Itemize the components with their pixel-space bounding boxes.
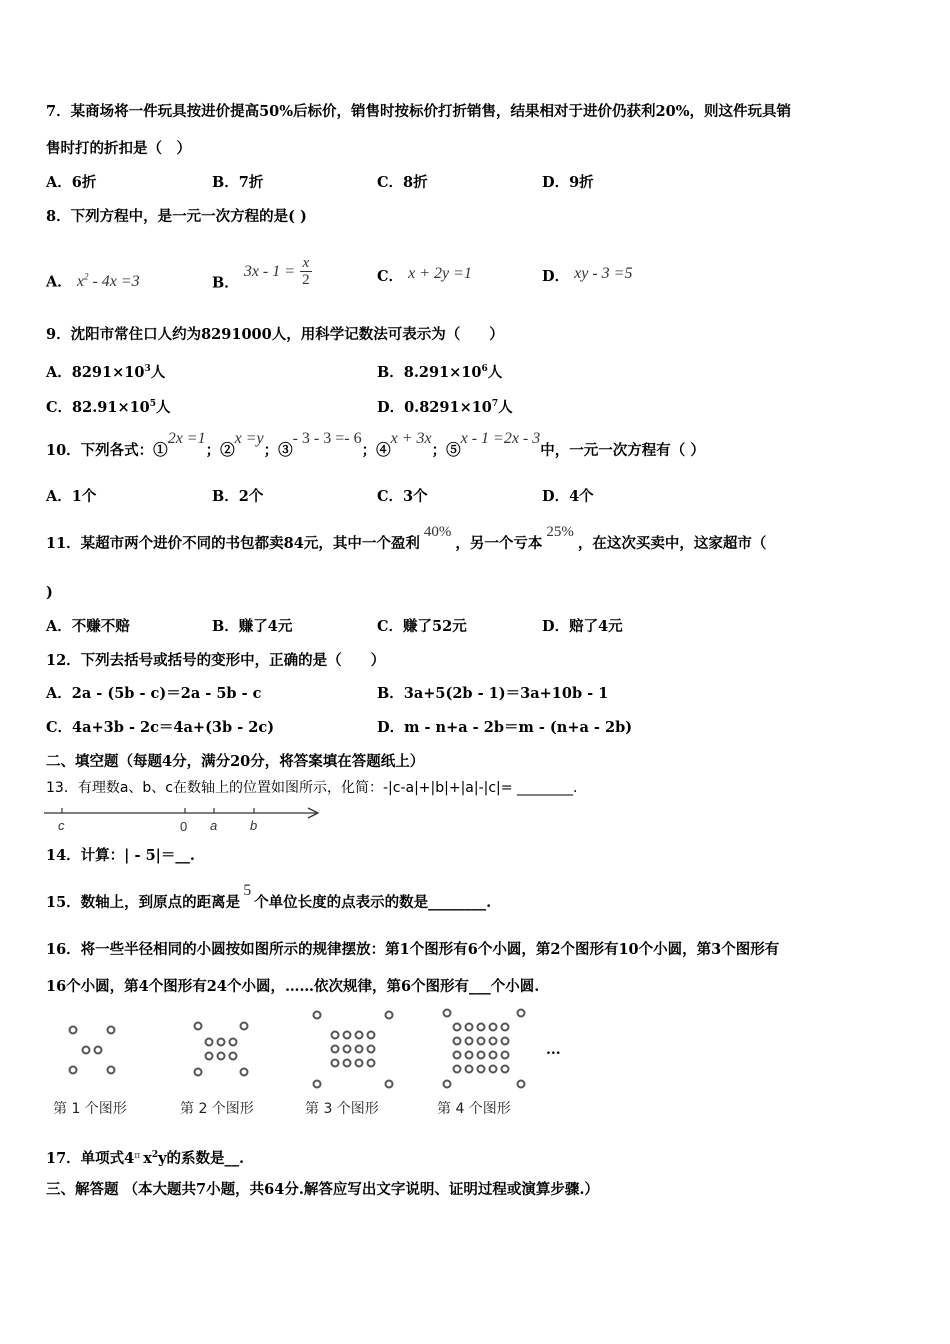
q9-b-sup: 6 bbox=[481, 364, 488, 374]
q8-option-b-fraction bbox=[300, 255, 312, 288]
q8-a-sup: 2 bbox=[83, 272, 89, 282]
q10-sep-2: ；② bbox=[205, 442, 235, 459]
q15-post: 个单位长度的点表示的数是________. bbox=[254, 894, 492, 911]
q17-sup: 2 bbox=[151, 1150, 159, 1160]
q7-text-line1: 7．某商场将一件玩具按进价提高50%后标价，销售时按标价打折销售，结果相对于进价仍获利20%，则这件玩具销 bbox=[46, 103, 791, 120]
q10-sep-4: ；④ bbox=[361, 442, 391, 459]
q16-figure-1 bbox=[55, 1008, 155, 1093]
q16-figure-3 bbox=[305, 1008, 405, 1093]
q8-option-b-label: B． bbox=[212, 274, 239, 292]
q10-stem-pre: 10．下列各式：① bbox=[46, 442, 168, 459]
q9-a-post: 人 bbox=[150, 363, 166, 381]
q9-d-sup: 7 bbox=[491, 399, 499, 409]
q16-figure-4-label: 第 4 个图形 bbox=[437, 1101, 511, 1117]
q9-c-post: 人 bbox=[156, 398, 171, 416]
q7-option-c: C．8折 bbox=[377, 174, 428, 191]
q9-stem: 9．沈阳市常住口人约为8291000人，用科学记数法可表示为（ ） bbox=[46, 326, 504, 343]
q8-b-num: x bbox=[300, 255, 312, 272]
q7-text-line2: 售时打的折扣是（ ） bbox=[46, 140, 191, 157]
q13-stem: 13．有理数a、b、c在数轴上的位置如图所示，化简：-|c-a|+|b|+|a|-|c|= ________. bbox=[46, 780, 578, 796]
q9-a-pre: A．8291×10 bbox=[46, 363, 145, 381]
q8-option-d-math: xy - 3 =5 bbox=[574, 265, 633, 282]
q10-sep-5: ；⑤ bbox=[431, 442, 461, 459]
q11-stem bbox=[46, 524, 767, 554]
q10-option-b: B．2个 bbox=[212, 488, 264, 505]
q11-post: ，在这次买卖中，这家超市（ bbox=[577, 535, 767, 552]
q16-figure-2 bbox=[180, 1008, 280, 1093]
q16-figure-3-label: 第 3 个图形 bbox=[305, 1101, 379, 1117]
q8-stem: 8．下列方程中，是一元一次方程的是( ) bbox=[46, 208, 307, 225]
q17-stem bbox=[46, 1145, 244, 1171]
q8-option-d-label: D． bbox=[542, 268, 570, 285]
q11-percent-1: 40% bbox=[423, 524, 452, 540]
number-line-label-c: c bbox=[58, 818, 65, 833]
q9-option-c bbox=[46, 394, 171, 418]
q10-expr-4: x + 3x bbox=[390, 430, 432, 447]
q17-var-x: x bbox=[143, 1149, 152, 1167]
q8-option-a-math bbox=[77, 273, 140, 290]
q8-option-a-label: A． bbox=[46, 273, 72, 291]
q11-mid: ，另一个亏本 bbox=[455, 535, 543, 552]
q8-option-c-math: x + 2y =1 bbox=[408, 265, 472, 282]
q7-option-a: A．6折 bbox=[46, 174, 97, 191]
q7-option-b: B．7折 bbox=[212, 174, 264, 191]
q16-figure-4 bbox=[435, 1008, 535, 1093]
q9-b-post: 人 bbox=[487, 363, 503, 381]
q10-sep-3: ；③ bbox=[263, 442, 293, 459]
section-3-heading: 三、解答题 （本大题共7小题，共64分.解答应写出文字说明、证明过程或演算步骤.） bbox=[46, 1181, 599, 1198]
q10-option-d: D．4个 bbox=[542, 488, 594, 505]
q11-option-a: A．不赚不赔 bbox=[46, 618, 130, 635]
q8-option-c bbox=[377, 267, 472, 287]
q9-d-post: 人 bbox=[498, 398, 513, 416]
q7-option-d: D．9折 bbox=[542, 174, 594, 191]
q9-c-sup: 5 bbox=[149, 399, 157, 409]
q16-line1: 16．将一些半径相同的小圆按如图所示的规律摆放：第1个图形有6个小圆，第2个图形有10个小圆，第3个图形有 bbox=[46, 941, 780, 958]
q9-option-b bbox=[377, 359, 502, 383]
q10-option-c: C．3个 bbox=[377, 488, 428, 505]
q10-stem bbox=[46, 430, 705, 461]
q9-d-pre: D．0.8291×10 bbox=[377, 398, 492, 416]
number-line-label-zero: 0 bbox=[180, 819, 188, 834]
q8-a-rest: - 4x =3 bbox=[88, 273, 140, 291]
q9-a-sup: 3 bbox=[144, 364, 151, 374]
q9-option-d bbox=[377, 394, 513, 418]
q16-line2: 16个小圆，第4个图形有24个小圆，……依次规律，第6个图形有___个小圆. bbox=[46, 978, 540, 995]
q17-pre: 17．单项式4 bbox=[46, 1149, 135, 1167]
q16-ellipsis: ... bbox=[546, 1042, 561, 1058]
q11-stem-line2: ) bbox=[46, 584, 53, 601]
q8-option-b bbox=[212, 255, 312, 300]
q8-b-den: 2 bbox=[302, 272, 310, 288]
q17-post: y的系数是__. bbox=[158, 1149, 245, 1167]
q8-option-b-math: 3x - 1 = bbox=[243, 262, 296, 280]
q15-value: 5 bbox=[243, 882, 252, 899]
q12-option-d: D．m - n+a - 2b＝m - (n+a - 2b) bbox=[377, 719, 633, 736]
q12-stem: 12．下列去括号或括号的变形中，正确的是（ ） bbox=[46, 652, 386, 669]
q10-expr-2: x =y bbox=[234, 430, 264, 447]
q11-pre: 11．某超市两个进价不同的书包都卖84元，其中一个盈利 bbox=[46, 535, 420, 552]
q8-a-var: x bbox=[76, 273, 84, 291]
q10-stem-post: 中，一元一次方程有（ ） bbox=[540, 442, 705, 459]
q9-b-pre: B．8.291×10 bbox=[377, 363, 482, 381]
q16-figure-1-label: 第 1 个图形 bbox=[53, 1101, 127, 1117]
number-line-label-a: a bbox=[210, 818, 218, 833]
q10-expr-5: x - 1 =2x - 3 bbox=[460, 430, 541, 447]
q10-expr-3: - 3 - 3 =- 6 bbox=[292, 430, 362, 447]
q12-option-b: B．3a+5(2b - 1)＝3a+10b - 1 bbox=[377, 685, 609, 702]
q16-figure-2-label: 第 2 个图形 bbox=[180, 1101, 254, 1117]
q8-option-b-math-wrap bbox=[243, 255, 312, 288]
q10-option-a: A．1个 bbox=[46, 488, 97, 505]
q10-expr-1: 2x =1 bbox=[167, 430, 206, 447]
q17-pi-mark: π bbox=[134, 1150, 141, 1161]
q15-pre: 15．数轴上，到原点的距离是 bbox=[46, 894, 241, 911]
q8-option-c-label: C． bbox=[377, 268, 404, 285]
q14-stem: 14．计算：| - 5|＝__. bbox=[46, 847, 195, 864]
q9-option-a bbox=[46, 359, 165, 383]
q9-c-pre: C．82.91×10 bbox=[46, 398, 150, 416]
q11-percent-2: 25% bbox=[546, 524, 574, 540]
q11-option-b: B．赚了4元 bbox=[212, 618, 293, 635]
q11-option-d: D．赔了4元 bbox=[542, 618, 623, 635]
q11-option-c: C．赚了52元 bbox=[377, 618, 467, 635]
q12-option-a: A．2a - (5b - c)＝2a - 5b - c bbox=[46, 685, 262, 702]
q12-option-c: C．4a+3b - 2c＝4a+(3b - 2c) bbox=[46, 719, 275, 736]
q8-option-a bbox=[46, 267, 140, 292]
q15-stem bbox=[46, 882, 492, 913]
q8-option-d bbox=[542, 267, 632, 287]
number-line-label-b: b bbox=[250, 818, 258, 833]
section-2-heading: 二、填空题（每题4分，满分20分，将答案填在答题纸上） bbox=[46, 753, 425, 770]
